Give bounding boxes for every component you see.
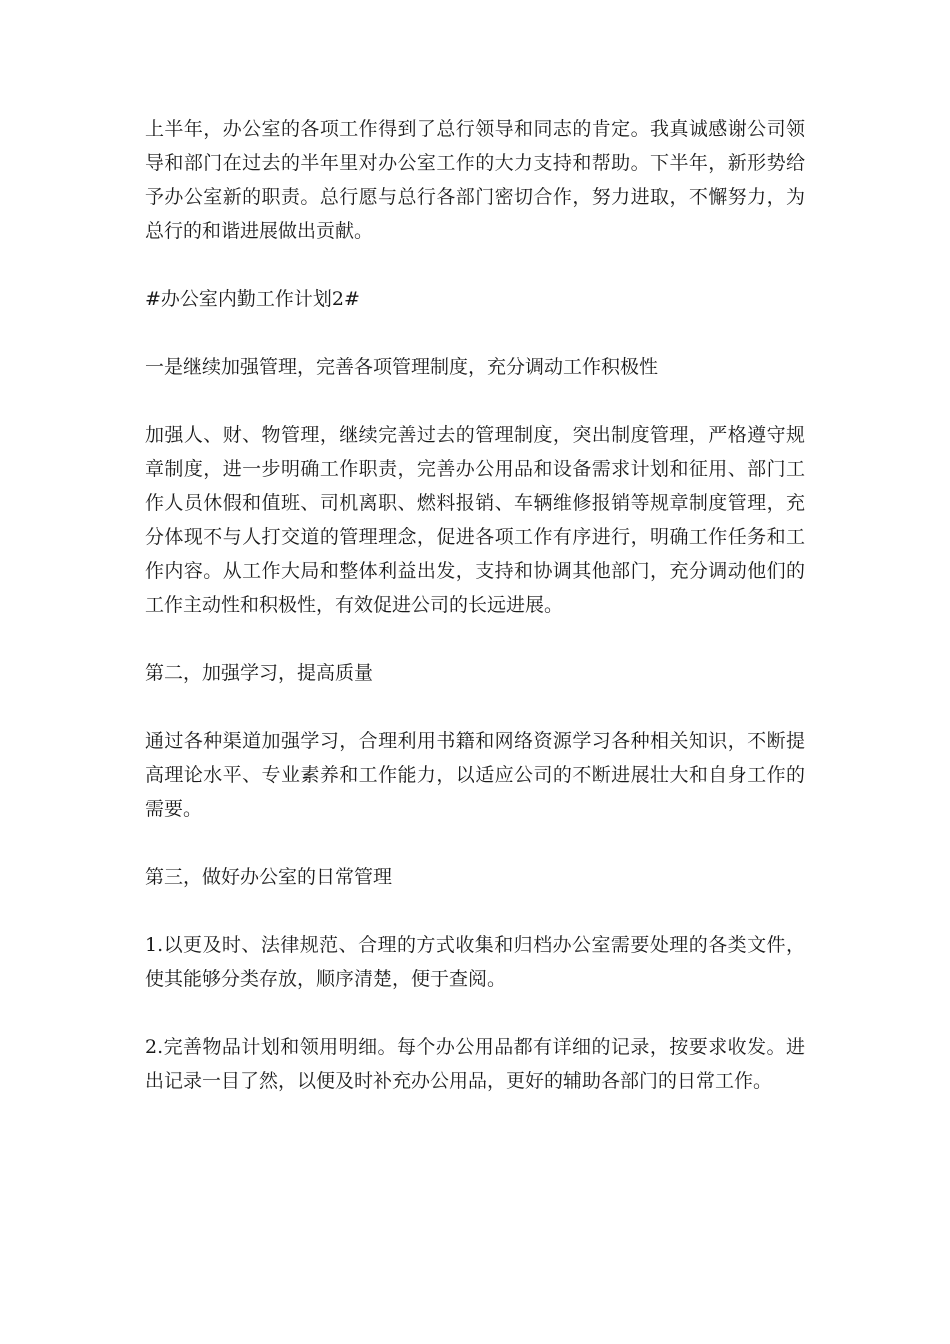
heading-point-three-daily-management: 第三，做好办公室的日常管理 [145, 866, 393, 888]
paragraph-intro-summary: 上半年，办公室的各项工作得到了总行领导和同志的肯定。我真诚感谢公司领导和部门在过去的半年里对办公室工作的大力支持和帮助。下半年，新形势给予办公室新的职责。总行愿与总行各部门密切合作，努力进取，不懈努力，为总行的和谐进展做出贡献。 [145, 118, 805, 242]
list-item-1-file-archiving: 1.以更及时、法律规范、合理的方式收集和归档办公室需要处理的各类文件，使其能够分类存放，顺序清楚，便于查阅。 [145, 934, 805, 990]
paragraph-management-details: 加强人、财、物管理，继续完善过去的管理制度，突出制度管理，严格遵守规章制度，进一步明确工作职责，完善办公用品和设备需求计划和征用、部门工作人员休假和值班、司机离职、燃料报销、车辆维修报销等规章制度管理，充分体现不与人打交道的管理理念，促进各项工作有序进行，明确工作任务和工作内容。从工作大局和整体利益出发，支持和协调其他部门，充分调动他们的工作主动性和积极性，有效促进公司的长远进展。 [145, 424, 805, 616]
list-item-2-supplies-records: 2.完善物品计划和领用明细。每个办公用品都有详细的记录，按要求收发。进出记录一目了然，以便及时补充办公用品，更好的辅助各部门的日常工作。 [145, 1036, 805, 1092]
heading-point-one-management: 一是继续加强管理，完善各项管理制度，充分调动工作积极性 [145, 356, 659, 378]
paragraph-learning-details: 通过各种渠道加强学习，合理利用书籍和网络资源学习各种相关知识，不断提高理论水平、专业素养和工作能力，以适应公司的不断进展壮大和自身工作的需要。 [145, 730, 805, 820]
heading-point-two-learning: 第二，加强学习，提高质量 [145, 662, 374, 684]
section-title-plan-2: #办公室内勤工作计划2# [145, 288, 360, 310]
document-body [145, 112, 805, 1132]
